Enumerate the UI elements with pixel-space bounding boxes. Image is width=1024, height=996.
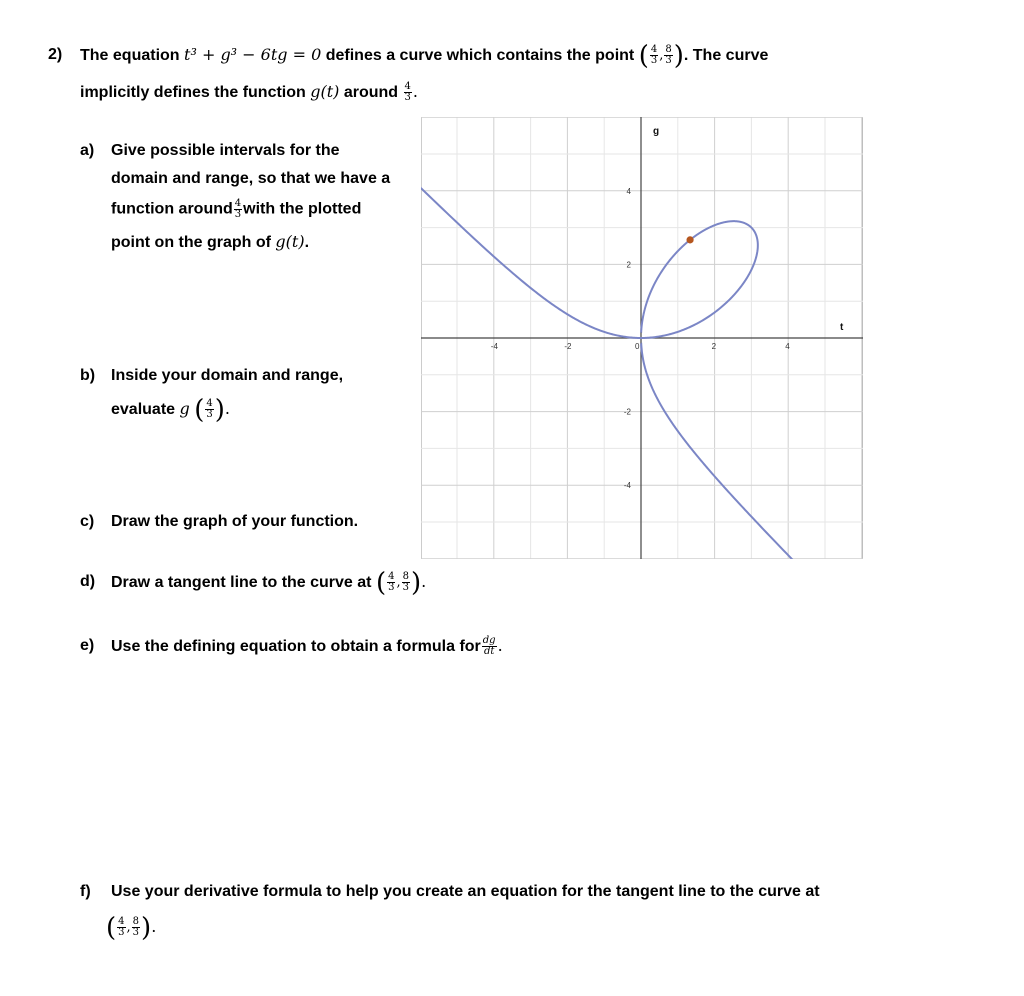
intro-text-c: . The curve bbox=[683, 47, 769, 64]
plotted-points bbox=[686, 236, 693, 243]
part-d-text: Draw a tangent line to the curve at ( $\frac{4}{3}$ , $\frac{8}{3}$ ). bbox=[111, 567, 427, 598]
y-tick-label: -2 bbox=[623, 407, 631, 417]
part-b-line1: Inside your domain and range, bbox=[111, 367, 344, 384]
problem-statement-line1 bbox=[80, 40, 769, 71]
point-expression: ( $\frac{4}{3}$ , $\frac{8}{3}$ ) bbox=[638, 40, 684, 71]
defining-equation: t³ + g³ − 6tg = 0 bbox=[184, 45, 322, 64]
point-t-num: 4 bbox=[650, 44, 658, 56]
problem-number: 2) bbox=[48, 46, 63, 63]
part-b-label: b) bbox=[80, 367, 96, 384]
part-a-line1: Give possible intervals for the bbox=[111, 142, 340, 159]
part-b-fraction: $\frac{4}{3}$ bbox=[206, 398, 213, 421]
x-tick-label: 2 bbox=[711, 342, 717, 351]
y-axis-label: g bbox=[653, 126, 660, 137]
part-f-text: Use your derivative formula to help you create an equation for the tangent line to the curve at bbox=[111, 883, 820, 900]
part-a-line4: point on the graph of g(t). bbox=[111, 232, 310, 251]
problem-statement-line2: implicitly defines the function g(t) around $\frac{4}{3}$ . bbox=[80, 81, 418, 104]
y-tick-label: 2 bbox=[626, 260, 631, 270]
part-e-text: Use the defining equation to obtain a formula for $\frac{dg}{dt}$ . bbox=[111, 635, 503, 658]
part-a-label: a) bbox=[80, 142, 95, 159]
intro-text-b: defines a curve which contains the point bbox=[325, 47, 635, 64]
folium-graph bbox=[421, 117, 863, 559]
function-name: g(t) bbox=[310, 82, 340, 101]
part-d-label: d) bbox=[80, 573, 96, 590]
x-axis-label: t bbox=[840, 322, 844, 333]
x-tick-label: -4 bbox=[490, 342, 498, 351]
part-b-line2: evaluate g ( $\frac{4}{3}$ ). bbox=[111, 394, 230, 425]
intro-text-a: The equation bbox=[80, 47, 180, 64]
dg-dt-fraction: $\frac{dg}{dt}$ bbox=[482, 635, 496, 658]
point-g-den: 3 bbox=[665, 55, 672, 67]
part-f-label: f) bbox=[80, 883, 91, 900]
y-tick-label: -4 bbox=[623, 481, 631, 491]
plotted-point bbox=[686, 236, 693, 243]
part-a-line2: domain and range, so that we have a bbox=[111, 170, 391, 187]
y-tick-label: 4 bbox=[626, 186, 631, 196]
x-tick-label: 0 bbox=[635, 342, 640, 351]
x-tick-label: 4 bbox=[785, 342, 790, 351]
point-t-den: 3 bbox=[650, 55, 658, 67]
part-c-label: c) bbox=[80, 513, 95, 530]
around-fraction: $\frac{4}{3}$ bbox=[404, 81, 411, 104]
part-a-line3: function around $\frac{4}{3}$ with the plotted bbox=[111, 198, 362, 220]
part-c-text: Draw the graph of your function. bbox=[111, 513, 359, 530]
part-e-label: e) bbox=[80, 637, 95, 654]
x-tick-label: -2 bbox=[564, 342, 572, 351]
part-f-point: ( $\frac{4}{3}$ , $\frac{8}{3}$ ). bbox=[106, 912, 157, 943]
part-a-fraction: $\frac{4}{3}$ bbox=[234, 198, 242, 220]
line2-text-b: around bbox=[343, 84, 399, 101]
line2-text-a: implicitly defines the function bbox=[80, 84, 306, 101]
point-g-num: 8 bbox=[665, 44, 672, 56]
